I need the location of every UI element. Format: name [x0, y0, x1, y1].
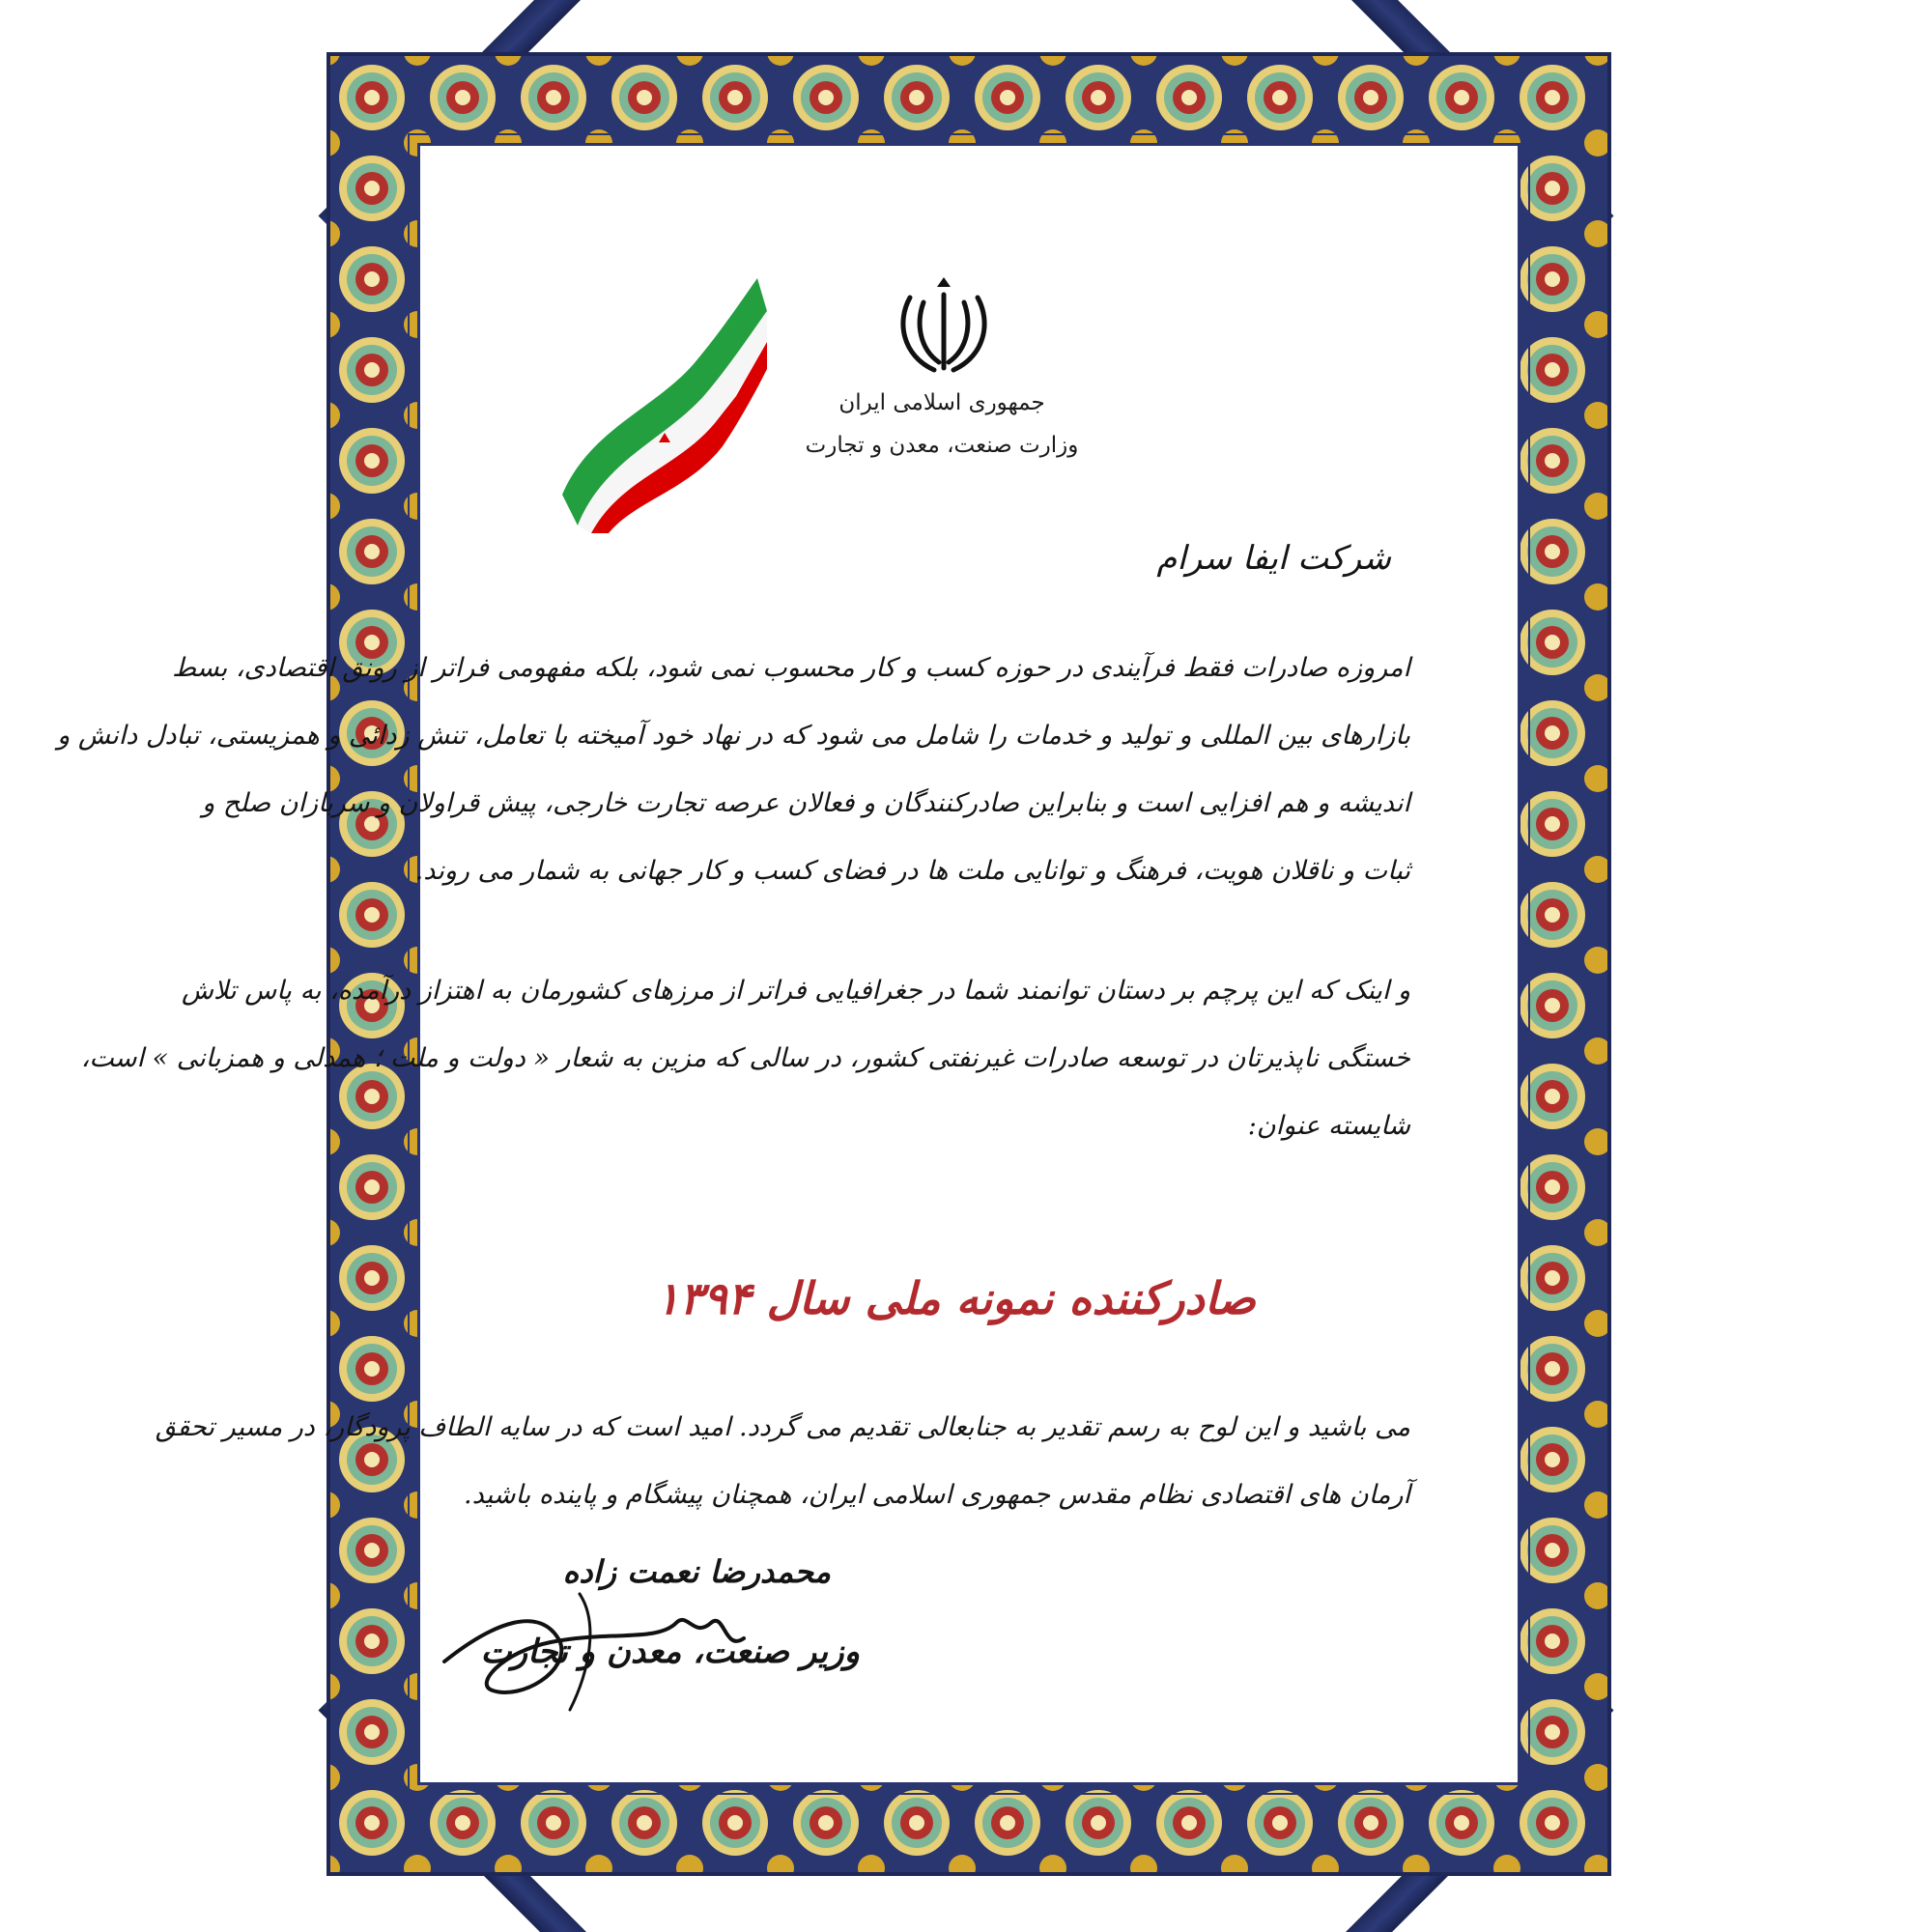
ministry-name: وزارت صنعت، معدن و تجارت — [805, 433, 1079, 458]
iran-flag-icon — [553, 272, 769, 533]
republic-name: جمهوری اسلامی ایران — [838, 390, 1045, 415]
paragraph2-line1: و اینک که این پرچم بر دستان توانمند شما در جغرافیایی فراتر از مرزهای کشورمان به اهتزاز درآمده، به پاس تلاش — [182, 976, 1410, 1006]
award-title: صادرکننده نمونه ملی سال ۱۳۹۴ — [655, 1272, 1256, 1324]
handwritten-signature — [435, 1584, 753, 1719]
paragraph1-line1: امروزه صادرات فقط فرآیندی در حوزه کسب و کار محسوب نمی شود، بلکه مفهومی فراتر از رونق اقتصادی، بسط — [172, 653, 1410, 683]
recipient-salutation: شرکت ایفا سرام — [1156, 539, 1391, 578]
paragraph2-line3: شایسته عنوان: — [1247, 1111, 1410, 1141]
iran-emblem-icon — [891, 273, 997, 380]
paragraph1-line4: ثبات و ناقلان هویت، فرهنگ و توانایی ملت ها در فضای کسب و کار جهانی به شمار می روند. — [414, 856, 1410, 886]
paragraph3-line1: می باشید و این لوح به رسم تقدیر به جنابعالی تقدیم می گردد. امید است که در سایه الطاف پرودگار، در مسیر تحقق — [155, 1412, 1410, 1442]
signer-title: وزیر صنعت، معدن و تجارت — [480, 1633, 860, 1671]
paragraph1-line2: بازارهای بین المللی و تولید و خدمات را شامل می شود که در نهاد خود آمیخته با تعامل، تنش زدائی و همزیستی، تبادل دانش و — [57, 721, 1410, 751]
signer-name: محمدرضا نعمت زاده — [562, 1553, 831, 1590]
paragraph3-line2: آرمان های اقتصادی نظام مقدس جمهوری اسلامی ایران، همچنان پیشگام و پاینده باشید. — [464, 1480, 1410, 1510]
paragraph2-line2: خستگی ناپذیرتان در توسعه صادرات غیرنفتی کشور، در سالی که مزین به شعار « دولت و ملت ؛ همدلی و همزبانی » است، — [80, 1043, 1410, 1073]
paragraph1-line3: اندیشه و هم افزایی است و بنابراین صادرکنندگان و فعالان عرصه تجارت خارجی، پیش قراولان و سربازان صلح و — [202, 788, 1410, 818]
